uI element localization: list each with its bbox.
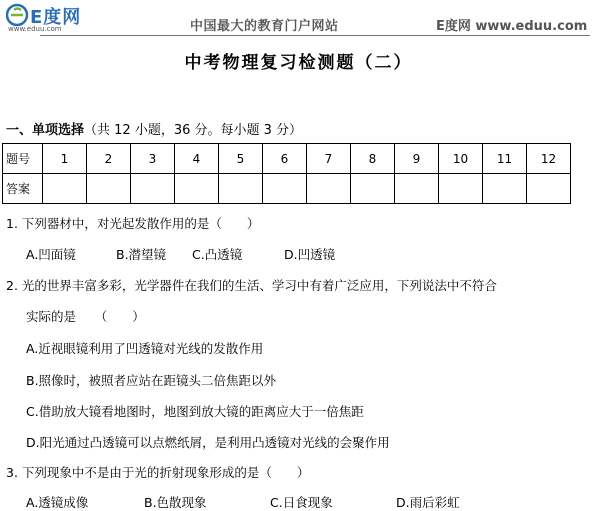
- question-1-stem: 1. 下列器材中，对光起发散作用的是（ ）: [6, 216, 260, 231]
- section-note: （共 12 小题，36 分。每小题 3 分）: [84, 123, 303, 138]
- page-title: 中考物理复习检测题（二）: [184, 53, 413, 73]
- page-header: [0, 0, 597, 40]
- q3-option-c: C.日食现象: [270, 495, 333, 510]
- q1-option-d: D.凹透镜: [284, 247, 336, 262]
- answer-table: [2, 143, 571, 204]
- q2-option-a: A.近视眼镜利用了凹透镜对光线的发散作用: [26, 341, 264, 356]
- answer-cell[interactable]: [483, 174, 527, 204]
- answer-cell[interactable]: [175, 174, 219, 204]
- section-heading: [6, 119, 302, 138]
- answer-cell[interactable]: [43, 174, 87, 204]
- q1-option-a: A.凹面镜: [26, 247, 76, 262]
- q3-option-d: D.雨后彩虹: [396, 495, 460, 510]
- answer-cell[interactable]: [351, 174, 395, 204]
- answer-cell[interactable]: [263, 174, 307, 204]
- q1-option-c: C.凸透镜: [192, 247, 243, 262]
- number-row: [3, 144, 571, 174]
- number-cell: 9: [395, 144, 439, 174]
- e-logo-icon: [6, 3, 30, 27]
- answer-cell[interactable]: [219, 174, 263, 204]
- number-cell: 2: [87, 144, 131, 174]
- answer-cell[interactable]: [395, 174, 439, 204]
- question-3-stem: 3. 下列现象中不是由于光的折射现象形成的是（ ）: [6, 465, 310, 480]
- answer-row: [3, 174, 571, 204]
- q3-option-a: A.透镜成像: [26, 495, 89, 510]
- row-label-answer: 答案: [3, 174, 43, 204]
- number-cell: 1: [43, 144, 87, 174]
- number-cell: 7: [307, 144, 351, 174]
- logo-text: E度网: [30, 7, 82, 28]
- answer-cell[interactable]: [527, 174, 571, 204]
- number-cell: 8: [351, 144, 395, 174]
- site-logo[interactable]: [6, 3, 86, 33]
- answer-cell[interactable]: [87, 174, 131, 204]
- logo-url: www.eduu.com: [8, 25, 62, 33]
- section-title: 一、单项选择: [6, 123, 85, 138]
- answer-cell[interactable]: [307, 174, 351, 204]
- header-slogan: 中国最大的教育门户网站: [190, 19, 339, 34]
- answer-cell[interactable]: [439, 174, 483, 204]
- question-2-stem-cont: 实际的是 （ ）: [26, 309, 145, 324]
- number-cell: 10: [439, 144, 483, 174]
- question-2-stem: 2. 光的世界丰富多彩，光学器件在我们的生活、学习中有着广泛应用，下列说法中不符合: [6, 278, 497, 293]
- q1-option-b: B.潜望镜: [116, 247, 167, 262]
- q2-option-c: C.借助放大镜看地图时，地图到放大镜的距离应大于一倍焦距: [26, 404, 364, 419]
- q3-option-b: B.色散现象: [144, 495, 207, 510]
- answer-cell[interactable]: [131, 174, 175, 204]
- q2-option-d: D.阳光通过凸透镜可以点燃纸屑，是利用凸透镜对光线的会聚作用: [26, 435, 390, 450]
- header-divider: [40, 35, 590, 36]
- number-cell: 12: [527, 144, 571, 174]
- number-cell: 4: [175, 144, 219, 174]
- header-site-link[interactable]: E度网 www.eduu.com: [436, 19, 588, 34]
- q2-option-b: B.照像时，被照者应站在距镜头二倍焦距以外: [26, 373, 277, 388]
- number-cell: 6: [263, 144, 307, 174]
- number-cell: 11: [483, 144, 527, 174]
- number-cell: 3: [131, 144, 175, 174]
- number-cell: 5: [219, 144, 263, 174]
- row-label-number: 题号: [3, 144, 43, 174]
